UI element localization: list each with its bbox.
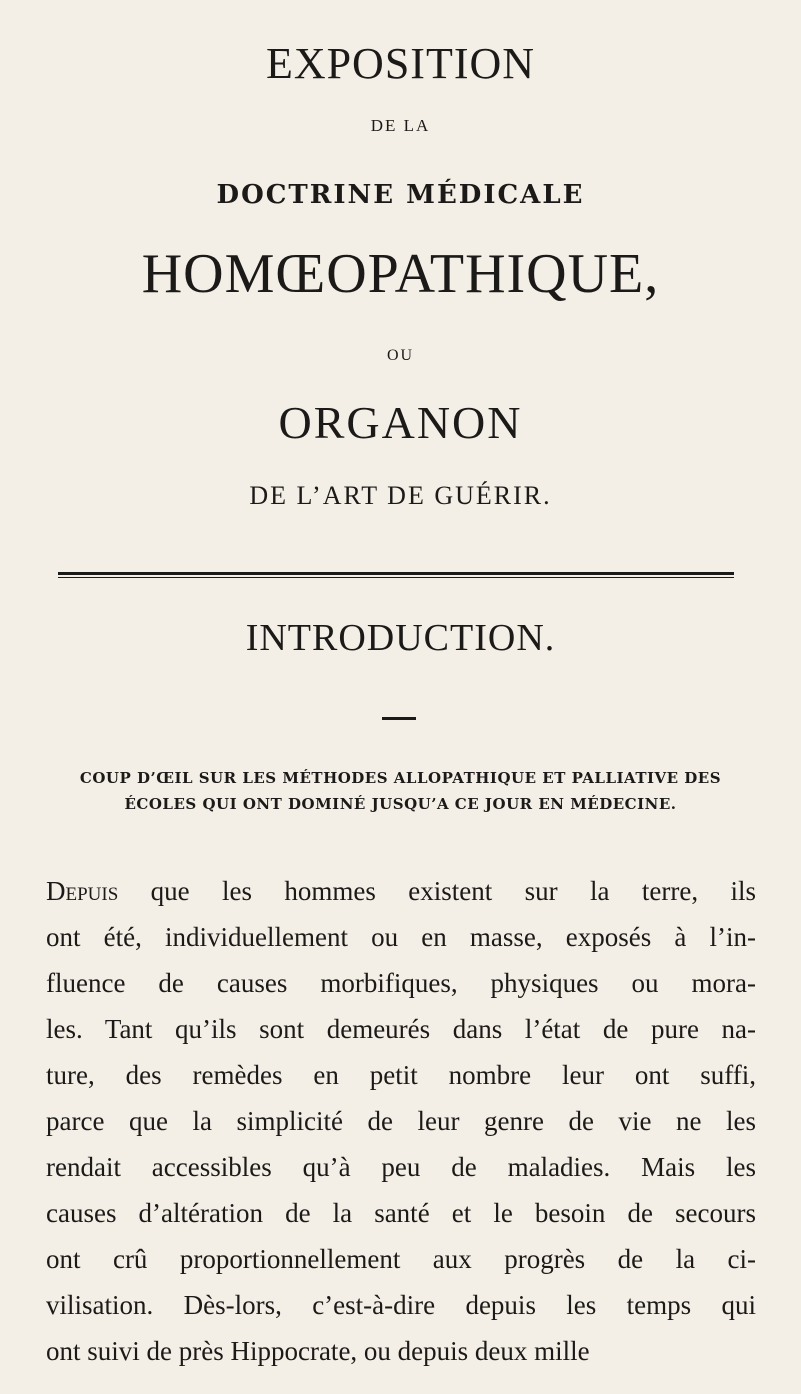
subtitle-line-2: ÉCOLES QUI ONT DOMINÉ JUSQU’A CE JOUR EN MÉDECINE. xyxy=(124,795,677,813)
body-line: causes d’altération de la santé et le besoin de secours xyxy=(46,1198,756,1228)
title-organon: ORGANON xyxy=(278,397,523,448)
section-subtitle xyxy=(0,765,801,817)
body-line: Depuis que les hommes existent sur la terre, ils xyxy=(46,876,756,906)
title-exposition: EXPOSITION xyxy=(265,39,536,88)
title-ou: OU xyxy=(386,347,415,364)
title-de-l-art: DE L’ART DE GUÉRIR. xyxy=(249,481,552,510)
section-heading: INTRODUCTION. xyxy=(245,617,556,659)
subtitle-line-1: COUP D’ŒIL SUR LES MÉTHODES ALLOPATHIQUE ET PALLIATIVE DES xyxy=(79,769,722,787)
title-doctrine: DOCTRINE MÉDICALE xyxy=(216,180,585,210)
double-rule-bottom xyxy=(58,577,734,578)
body-line: ont suivi de près Hippocrate, ou depuis deux mille xyxy=(46,1336,590,1366)
section-dash xyxy=(382,717,416,720)
body-line: ont été, individuellement ou en masse, exposés à l’in- xyxy=(46,922,756,952)
body-line: fluence de causes morbifiques, physiques ou mora- xyxy=(46,968,756,998)
body-line: parce que la simplicité de leur genre de vie ne les xyxy=(46,1106,756,1136)
body-line: ont crû proportionnellement aux progrès de la ci- xyxy=(46,1244,756,1274)
double-rule-top xyxy=(58,572,734,575)
title-de-la: DE LA xyxy=(370,116,431,135)
body-line: vilisation. Dès-lors, c’est-à-dire depuis les temps qui xyxy=(46,1290,756,1320)
body-line: les. Tant qu’ils sont demeurés dans l’état de pure na- xyxy=(46,1014,756,1044)
body-paragraph xyxy=(46,868,756,1374)
body-line: ture, des remèdes en petit nombre leur ont suffi, xyxy=(46,1060,756,1090)
drop-word: Depuis xyxy=(46,876,119,906)
title-homoeopathique: HOMŒOPATHIQUE, xyxy=(141,243,660,305)
body-line: rendait accessibles qu’à peu de maladies. Mais les xyxy=(46,1152,756,1182)
